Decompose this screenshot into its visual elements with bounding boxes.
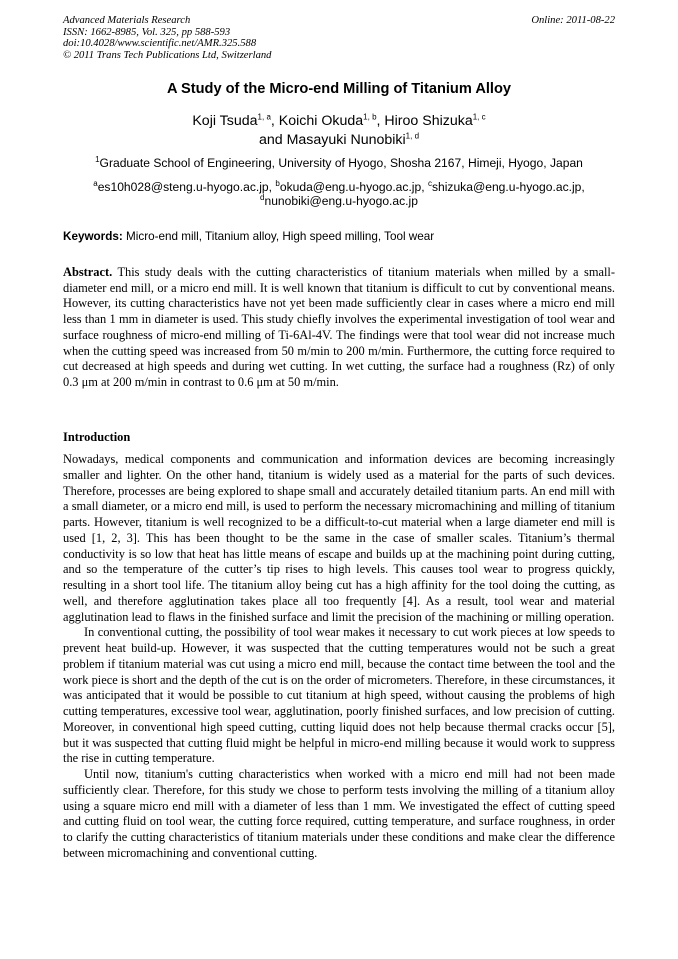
journal-header bbox=[63, 15, 271, 61]
email-marker: c bbox=[427, 178, 432, 188]
author-emails bbox=[0, 180, 678, 208]
affiliation-text: Graduate School of Engineering, University of Hyogo, Shosha 2167, Himeji, Hyogo, Japan bbox=[99, 156, 583, 170]
author-name: Koichi Okuda bbox=[278, 113, 364, 129]
introduction-body bbox=[63, 452, 615, 862]
paragraph: In conventional cutting, the possibility of tool wear makes it necessary to cut work pieces at low speeds to prevent heat build-up. However, it was suspected that the cutting temperatures would not be such a great problem if titanium material was cut using a micro end mill, because the contact time between the tool and the work piece is short and the depth of the cut is on the order of micrometers. Therefore, in these circumstances, it was anticipated that it would be possible to cut titanium at high speed, without causing the problems of high cutting temperatures, excessive tool wear, agglutination, poorly finished surfaces, and low precision of cutting. Moreover, in conventional high speed cutting, cutting liquid does not help because thermal cracks occur [5], but it was suspected that cutting fluid might be helpful in micro-end milling because it would work to suppress the rise in cutting temperature. bbox=[63, 625, 616, 766]
journal-doi[interactable]: doi:10.4028/www.scientific.net/AMR.325.588 bbox=[63, 38, 257, 50]
author-conjunction: and bbox=[258, 132, 287, 148]
author-separator: , bbox=[376, 113, 385, 129]
online-date: Online: 2011-08-22 bbox=[531, 15, 615, 26]
email-marker: d bbox=[260, 192, 265, 202]
email-address[interactable]: nunobiki@eng.u-hyogo.ac.jp bbox=[264, 194, 418, 208]
email-address[interactable]: es10h028@steng.u-hyogo.ac.jp, bbox=[97, 180, 276, 194]
section-heading-introduction: Introduction bbox=[63, 430, 131, 444]
email-address[interactable]: shizuka@eng.u-hyogo.ac.jp, bbox=[431, 180, 585, 194]
author-name: Masayuki Nunobiki bbox=[286, 132, 406, 148]
author-line-2 bbox=[0, 131, 678, 150]
affiliation-marker: 1 bbox=[95, 154, 100, 164]
email-marker: a bbox=[93, 178, 98, 188]
author-affil-marker: 1, a bbox=[257, 112, 271, 122]
author-name: Hiroo Shizuka bbox=[384, 113, 473, 129]
email-address[interactable]: okuda@eng.u-hyogo.ac.jp, bbox=[279, 180, 428, 194]
abstract-label: Abstract. bbox=[63, 265, 113, 279]
author-list bbox=[0, 112, 678, 150]
keywords-label: Keywords: bbox=[63, 230, 123, 243]
author-name: Koji Tsuda bbox=[192, 113, 258, 129]
paper-title: A Study of the Micro-end Milling of Titanium Alloy bbox=[166, 81, 512, 97]
paragraph: Until now, titanium's cutting characteristics when worked with a micro end mill had not been made sufficiently clear. Therefore, for this study we chose to perform tests involving the milling of a titanium alloy using a square micro end mill with a diameter of less than 1 mm. We investigated the effect of cutting speed and cutting fluid on tool wear, the cutting force required, cutting temperature, and surface roughness, in order to clarify the cutting characteristics of titanium materials under these conditions and make clear the difference between micromachining and conventional cutting. bbox=[63, 767, 615, 860]
abstract bbox=[63, 265, 615, 391]
journal-copyright: © 2011 Trans Tech Publications Ltd, Switzerland bbox=[63, 49, 272, 61]
author-affil-marker: 1, b bbox=[363, 112, 377, 122]
journal-name: Advanced Materials Research bbox=[63, 15, 191, 26]
author-affil-marker: 1, d bbox=[405, 131, 420, 141]
author-affil-marker: 1, c bbox=[472, 112, 486, 122]
keywords bbox=[63, 230, 434, 243]
affiliation bbox=[0, 156, 678, 170]
email-line-1 bbox=[0, 180, 678, 194]
author-line-1 bbox=[0, 112, 678, 131]
email-marker: b bbox=[275, 178, 280, 188]
paragraph: Nowadays, medical components and communication and information devices are becoming increasingly smaller and lighter. On the other hand, titanium is widely used as a material for the parts of such devices. Therefore, processes are being explored to shape small and accurately detailed titanium parts. An end mill with a small diameter, or a micro end mill, is used to perform the necessary micromachining and milling of titanium parts. However, titanium is well recognized to be a difficult-to-cut material when a large diameter end mill is used [1, 2, 3]. This has been thought to be the same in the case of smaller scales. Titanium’s thermal conductivity is so low that heat has little means of escape and builds up at the machining point during cutting, and so the temperature of the cutter’s tip rises to high levels. This causes tool wear to progress quickly, resulting in a short tool life. The titanium alloy being cut has a high affinity for the tool doing the cutting, as well, and therefore agglutination takes place all too frequently [4]. As a result, tool wear and material agglutination lead to flaws in the finished surface and limit the precision of the machining or milling operation. bbox=[63, 452, 615, 624]
keywords-text: Micro-end mill, Titanium alloy, High speed milling, Tool wear bbox=[122, 230, 435, 243]
email-line-2 bbox=[0, 194, 678, 208]
author-separator: , bbox=[270, 113, 279, 129]
abstract-text: This study deals with the cutting characteristics of titanium materials when milled by a small-diameter end mill, or a micro end mill. It is well known that titanium is difficult to cut by conventional means. However, its cutting characteristics have not yet been made sufficiently clear in cases where a micro end mill less than 1 mm in diameter is used. This study chiefly involves the experimental investigation of tool wear and surface roughness of micro-end milling of Ti-6Al-4V. The findings were that tool wear did not increase much when the cutting speed was increased from 50 m/min to 200 m/min. Furthermore, the cutting force required to cut decreased at high speeds and during wet cutting. In wet cutting, the surface had a roughness (Rz) of only 0.3 μm at 200 m/min in contrast to 0.6 μm at 50 m/min. bbox=[63, 265, 615, 389]
journal-issn: ISSN: 1662-8985, Vol. 325, pp 588-593 bbox=[63, 26, 231, 38]
